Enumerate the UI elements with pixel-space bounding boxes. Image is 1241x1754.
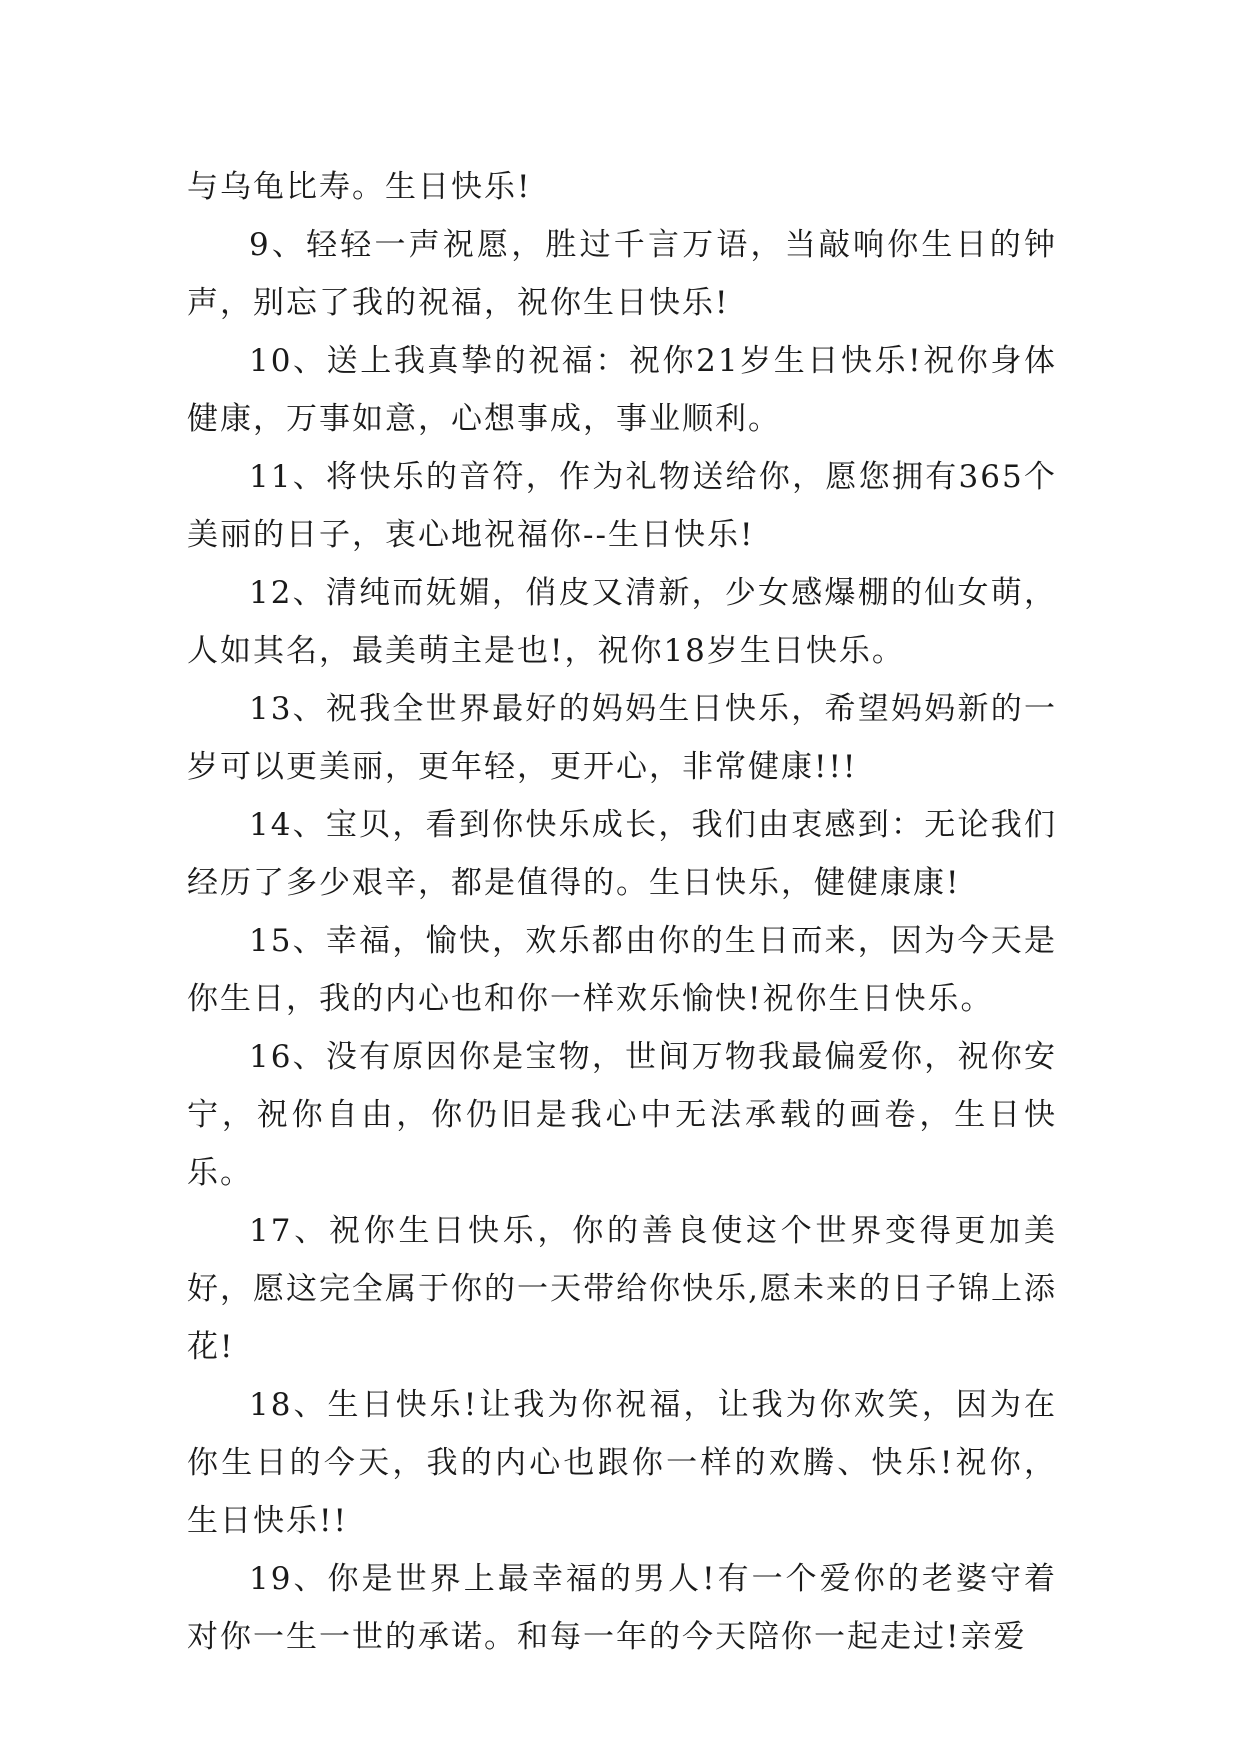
paragraph: 11、将快乐的音符，作为礼物送给你，愿您拥有365个美丽的日子，衷心地祝福你--生日快乐! — [187, 459, 1057, 553]
paragraph: 12、清纯而妩媚，俏皮又清新，少女感爆棚的仙女萌，人如其名，最美萌主是也!，祝你18岁生日快乐。 — [187, 575, 1057, 669]
paragraph: 9、轻轻一声祝愿，胜过千言万语，当敲响你生日的钟声，别忘了我的祝福，祝你生日快乐! — [187, 227, 1057, 321]
document-body — [187, 158, 1057, 1666]
paragraph: 16、没有原因你是宝物，世间万物我最偏爱你，祝你安宁，祝你自由，你仍旧是我心中无法承载的画卷，生日快乐。 — [187, 1039, 1057, 1191]
paragraph: 18、生日快乐!让我为你祝福，让我为你欢笑，因为在你生日的今天，我的内心也跟你一样的欢腾、快乐!祝你，生日快乐!! — [187, 1387, 1057, 1539]
paragraph: 13、祝我全世界最好的妈妈生日快乐，希望妈妈新的一岁可以更美丽，更年轻，更开心，非常健康!!! — [187, 691, 1057, 785]
paragraph: 15、幸福，愉快，欢乐都由你的生日而来，因为今天是你生日，我的内心也和你一样欢乐愉快!祝你生日快乐。 — [187, 923, 1057, 1017]
paragraph: 14、宝贝，看到你快乐成长，我们由衷感到：无论我们经历了多少艰辛，都是值得的。生日快乐，健健康康! — [187, 807, 1057, 901]
paragraph: 与乌龟比寿。生日快乐! — [187, 169, 532, 205]
paragraph: 10、送上我真挚的祝福：祝你21岁生日快乐!祝你身体健康，万事如意，心想事成，事业顺利。 — [187, 343, 1057, 437]
paragraph: 19、你是世界上最幸福的男人!有一个爱你的老婆守着对你一生一世的承诺。和每一年的今天陪你一起走过!亲爱 — [187, 1561, 1057, 1655]
paragraph: 17、祝你生日快乐，你的善良使这个世界变得更加美好，愿这完全属于你的一天带给你快乐,愿未来的日子锦上添花! — [187, 1213, 1057, 1365]
